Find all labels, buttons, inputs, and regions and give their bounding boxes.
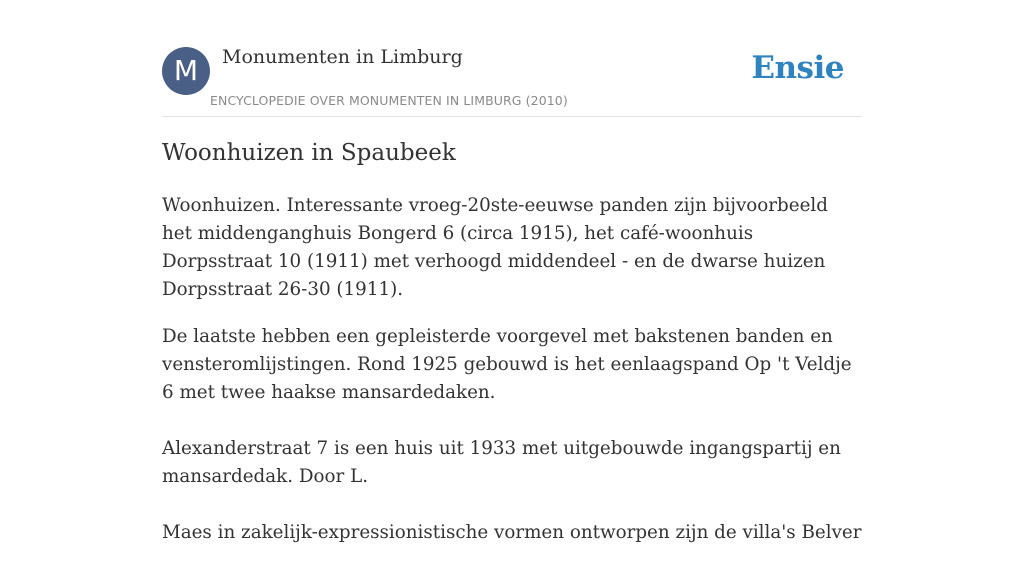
site-subtitle: ENCYCLOPEDIE OVER MONUMENTEN IN LIMBURG (2010) <box>210 93 568 108</box>
article-paragraph: De laatste hebben een gepleisterde voorgevel met bakstenen banden en vensteromlijstingen. Rond 1925 gebouwd is het eenlaagspand Op 't Veldje 6 met twee haakse mansardedaken. Alexanderstraat 7 is een huis uit 1933 met uitgebouwde ingangspartij en mansardedak. Door L. Maes in zakelijk-expressionistische vormen ontworpen zijn de villa's Belver <box>162 326 862 543</box>
site-title-link[interactable]: Monumenten in Limburg <box>222 46 463 68</box>
article-paragraph: Woonhuizen. Interessante vroeg-20ste-eeuwse panden zijn bijvoorbeeld het middenganghuis Bongerd 6 (circa 1915), het café-woonhuis Dorpsstraat 10 (1911) met verhoogd middendeel - en de dwarse huizen Dorpsstraat 26-30 (1911). <box>162 195 828 300</box>
avatar: M <box>162 47 210 95</box>
article-title: Woonhuizen in Spaubeek <box>162 140 456 166</box>
article-body <box>162 192 862 566</box>
site-header <box>162 46 862 117</box>
ensie-logo[interactable]: Ensie <box>751 50 844 86</box>
